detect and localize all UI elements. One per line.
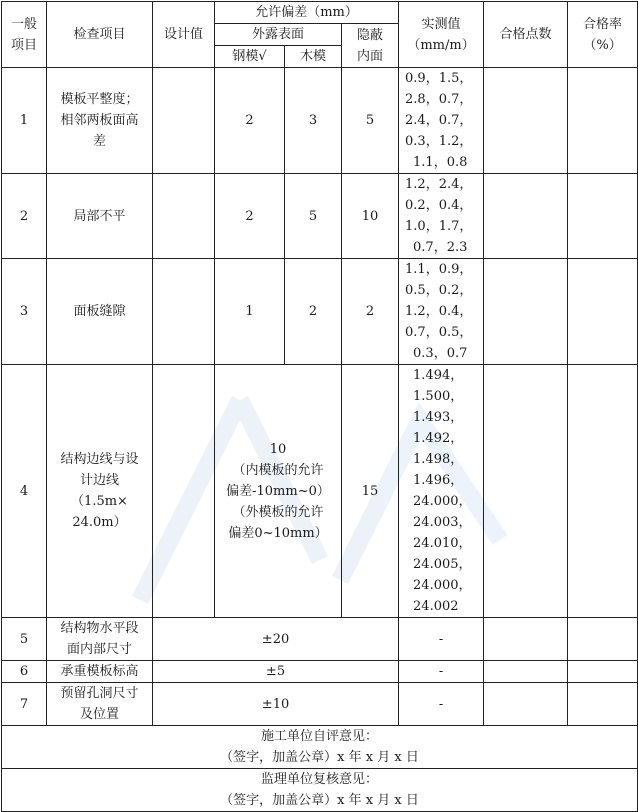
header-tolerance: 允许偏差（mm） <box>215 2 399 24</box>
self-evaluation-cell <box>2 726 638 769</box>
header-steel: 钢模√ <box>215 46 285 68</box>
row-design <box>153 174 215 259</box>
header-pass-rate: 合格率 （%） <box>568 2 638 68</box>
review-cell <box>2 769 638 812</box>
header-seq: 一般 项目 <box>2 2 47 68</box>
row-number: 6 <box>2 661 47 683</box>
row-design <box>153 259 215 365</box>
row-measured: 1.2，2.4， 0.2，0.4， 1.0，1.7， 0.7，2.3 <box>399 174 484 259</box>
row-number: 2 <box>2 174 47 259</box>
review-label: 监理单位复核意见： <box>261 772 379 787</box>
row-item: 预留孔洞尺寸 及位置 <box>47 683 153 726</box>
row-pass-rate <box>568 174 638 259</box>
header-design: 设计值 <box>153 2 215 68</box>
table-row <box>2 68 638 174</box>
row-pass-points <box>484 68 568 174</box>
header-item: 检查项目 <box>47 2 153 68</box>
table-row <box>2 259 638 365</box>
row-design <box>153 365 215 618</box>
row-wood: 2 <box>285 259 342 365</box>
row-pass-rate <box>568 618 638 661</box>
row-number: 3 <box>2 259 47 365</box>
row-hidden: 2 <box>342 259 399 365</box>
header-hidden: 隐蔽 内面 <box>342 24 399 68</box>
row-wood: 5 <box>285 174 342 259</box>
header-measured: 实测值 （mm/m） <box>399 2 484 68</box>
row-pass-rate <box>568 68 638 174</box>
row-number: 1 <box>2 68 47 174</box>
self-evaluation-sign: （签字，加盖公章）x 年 x 月 x 日 <box>220 750 419 765</box>
row-pass-points <box>484 683 568 726</box>
row-number: 7 <box>2 683 47 726</box>
row-hidden: 5 <box>342 68 399 174</box>
header-pass-points: 合格点数 <box>484 2 568 68</box>
table-row <box>2 618 638 661</box>
row-item: 结构物水平段 面内部尺寸 <box>47 618 153 661</box>
table-row <box>2 365 638 618</box>
row-item: 模板平整度； 相邻两板面高 差 <box>47 68 153 174</box>
row-item: 结构边线与设 计边线 （1.5m× 24.0m） <box>47 365 153 618</box>
row-pass-rate <box>568 259 638 365</box>
self-evaluation-label: 施工单位自评意见： <box>261 729 379 744</box>
row-wood: 3 <box>285 68 342 174</box>
row-item: 面板缝隙 <box>47 259 153 365</box>
row-hidden: 15 <box>342 365 399 618</box>
table-row <box>2 661 638 683</box>
row-steel: 1 <box>215 259 285 365</box>
row-hidden: 10 <box>342 174 399 259</box>
row-measured: 1.494， 1.500， 1.493， 1.492， 1.498， 1.496， 24.000， 24.003， 24.010， 24.005， 24.000， 24.002 <box>399 365 484 618</box>
row-item: 承重模板标高 <box>47 661 153 683</box>
row-number: 4 <box>2 365 47 618</box>
review-sign: （签字，加盖公章）x 年 x 月 x 日 <box>220 793 419 808</box>
table-row <box>2 683 638 726</box>
row-design <box>153 68 215 174</box>
row-pass-points <box>484 661 568 683</box>
header-exposed: 外露表面 <box>215 24 342 46</box>
row-pass-points <box>484 365 568 618</box>
row-steel: 2 <box>215 174 285 259</box>
review-row <box>2 769 638 812</box>
row-measured: - <box>399 683 484 726</box>
row-measured: - <box>399 618 484 661</box>
row-tolerance: ±10 <box>153 683 399 726</box>
table-row <box>2 174 638 259</box>
row-measured: - <box>399 661 484 683</box>
row-tolerance: ±5 <box>153 661 399 683</box>
row-pass-points <box>484 174 568 259</box>
row-exposed-tolerance: 10 （内模板的允许 偏差-10mm~0） （外模板的允许 偏差0~10mm） <box>215 365 342 618</box>
row-pass-points <box>484 618 568 661</box>
row-pass-rate <box>568 661 638 683</box>
row-measured: 0.9，1.5， 2.8，0.7， 2.4，0.7， 0.3，1.2， 1.1，0.8 <box>399 68 484 174</box>
header-wood: 木模 <box>285 46 342 68</box>
row-steel: 2 <box>215 68 285 174</box>
row-item: 局部不平 <box>47 174 153 259</box>
row-pass-rate <box>568 365 638 618</box>
inspection-table <box>1 1 638 812</box>
row-pass-points <box>484 259 568 365</box>
row-number: 5 <box>2 618 47 661</box>
row-tolerance: ±20 <box>153 618 399 661</box>
row-pass-rate <box>568 683 638 726</box>
self-evaluation-row <box>2 726 638 769</box>
row-measured: 1.1，0.9， 0.5，0.2， 1.2，0.4， 0.7，0.5， 0.3，0.7 <box>399 259 484 365</box>
